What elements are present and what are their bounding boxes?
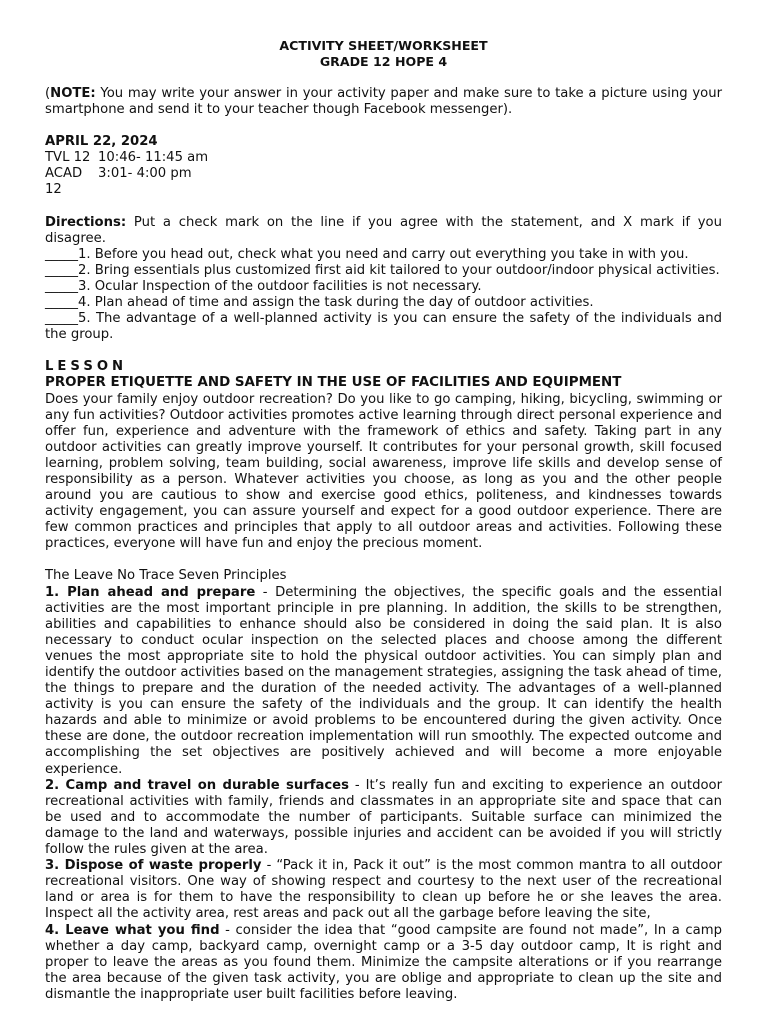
principle-title: 2. Camp and travel on durable surfaces [45,777,349,793]
principle-text: - It’s really fun and exciting to experience an outdoor recreational activities with family, friends and classmates in an appropriate site and space that can be used and to accommodate the number of participants. Suitable surface can minimized the damage to the land and waterways, possible injuries and accident can be avoided if you will strictly follow the rules given at the area. [45,777,723,858]
principle-title: 4. Leave what you find [45,922,220,938]
statement-item: _____4. Plan ahead of time and assign the task during the day of outdoor activities. [45,295,594,311]
principle-item [45,585,722,778]
statement-item: _____2. Bring essentials plus customized first aid kit tailored to your outdoor/indoor physical activities. [45,262,720,278]
statement-item: _____1. Before you head out, check what you need and carry out everything you take in with you. [45,246,689,262]
directions-text: Put a check mark on the line if you agree with the statement, and X mark if you disagree. [45,214,722,246]
note-open-paren: ( [45,86,51,101]
schedule-group: TVL 12 [45,150,91,166]
lesson-label: LESSON [45,359,128,375]
directions-paragraph [45,215,722,247]
principle-title: 1. Plan ahead and prepare [45,584,256,600]
principle-item [45,923,722,1003]
directions-label: Directions: [45,214,127,230]
principle-item [45,858,722,922]
statement-item: _____3. Ocular Inspection of the outdoor facilities is not necessary. [45,278,482,294]
lesson-intro: Does your family enjoy outdoor recreation? Do you like to go camping, hiking, bicycling, swimming or any fun activities? Outdoor activities promotes active learning through direct personal experience and offer fun, experience and adventure with the framework of ethics and safety. Taking part in any outdoor activities can greatly improve yourself. It contributes for your personal growth, skill focused learning, problem solving, team building, social awareness, improve life skills and develop sense of responsibility as a person. Whatever activities you choose, as long as you and the other people around you are cautious to show and exercise good ethics, politeness, and kindnesses towards activity engagement, you can assure yourself and expect for a good outdoor experience. There are few common practices and principles that apply to all outdoor areas and activities. Following these practices, everyone will have fun and enjoy the precious moment. [45,391,722,552]
worksheet-title: ACTIVITY SHEET/WORKSHEET [279,38,488,53]
schedule-row [45,166,722,198]
principle-text: - Determining the objectives, the specific goals and the essential activities are the most important principle in pre planning. In addition, the skills to be strengthen, abilities and capabilities to enhance should also be considered in doing the said plan. It is also necessary to conduct ocular inspection on the selected places and choose among the different venues the most appropriate site to hold the physical outdoor activities. You can simply plan and identify the outdoor activities based on the management strategies, assigning the task ahead of time, the things to prepare and the duration of the needed activity. The advantages of a well-planned activity is you can ensure the safety of the individuals and the group. It can identify the health hazards and able to minimize or avoid problems to be encountered during the given activity. Once these are done, the outdoor recreation implementation will run smoothly. The expected outcome and accomplishing the set objectives are positively achieved and will become a more enjoyable experience. [45,584,722,777]
note-paragraph [45,86,722,118]
principle-text: - consider the idea that “good campsite are found not made”, In a camp whether a day camp, backyard camp, overnight camp or a 3-5 day outdoor camp, It is right and proper to leave the areas as you found them. Minimize the campsite alterations or if you rearrange the area because of the given task activity, you are oblige and appropriate to clean up the site and dismantle the inappropriate user built facilities before leaving. [45,922,722,1002]
lesson-title: PROPER ETIQUETTE AND SAFETY IN THE USE OF FACILITIES AND EQUIPMENT [45,375,622,391]
schedule-time: 3:01- 4:00 pm [98,166,192,182]
note-label: NOTE: [50,86,96,101]
note-text: You may write your answer in your activity paper and make sure to take a picture using your smartphone and send it to your teacher though Facebook messenger). [45,86,722,118]
schedule-time: 10:46- 11:45 am [98,150,209,166]
principle-item [45,778,722,858]
schedule-date: APRIL 22, 2024 [45,134,158,150]
principles-heading: The Leave No Trace Seven Principles [45,568,287,584]
statement-item: _____5. The advantage of a well-planned activity is you can ensure the safety of the individuals and the group. [45,311,722,343]
schedule-group: ACAD 12 [45,166,83,198]
schedule-row [45,150,722,166]
grade-subtitle: GRADE 12 HOPE 4 [319,54,448,69]
principle-text: - “Pack it in, Pack it out” is the most common mantra to all outdoor recreational visitors. One way of showing respect and courtesy to the next user of the recreational land or area is for them to have the responsibility to clean up before he or she leaves the area. Inspect all the activity area, rest areas and pack out all the garbage before leaving the site, [45,858,722,922]
principle-title: 3. Dispose of waste properly [45,858,262,874]
